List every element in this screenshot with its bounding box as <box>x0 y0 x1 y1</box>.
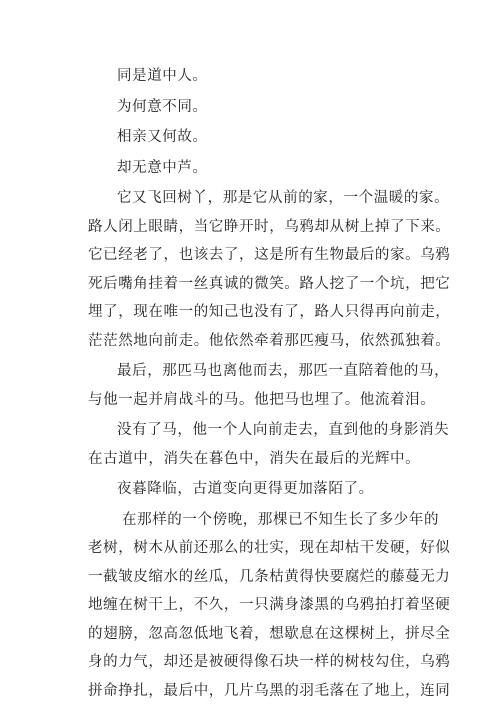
text-line: 死后嘴角挂着一丝真诚的微笑。路人挖了一个坑，把它 <box>88 275 451 292</box>
text-line: 路人闭上眼睛，当它睁开时，乌鸦却从树上掉了下来。 <box>88 218 451 235</box>
text-line: 夜暮降临，古道变向更得更加落陌了。 <box>117 481 374 497</box>
paragraph-7 <box>88 416 450 473</box>
text-line: 的翅膀，忽高忽低地飞着，想歇息在这棵树上，拼尽全 <box>88 625 451 642</box>
paragraph-6 <box>88 357 450 414</box>
text-line: 最后，那匹马也离他而去，那匹一直陪着他的马， <box>117 363 450 379</box>
text-line: 为何意不同。 <box>117 98 208 115</box>
text-line: 它已经老了，也该去了，这是所有生物最后的家。乌鸦 <box>88 247 451 263</box>
text-line: 地缠在树干上，不久，一只满身漆黑的乌鸦拍打着坚硬 <box>88 597 451 613</box>
text-line: 一截皱皮缩水的丝瓜，几条枯黄得快要腐烂的藤蔓无力 <box>88 568 451 585</box>
text-line: 老树，树木从前还那么的壮实，现在却枯干发硬，好似 <box>88 540 451 556</box>
document-body <box>88 62 451 705</box>
text-line: 相亲又何故。 <box>117 129 208 145</box>
paragraph-3 <box>88 123 420 152</box>
text-line: 拼命挣扎，最后中，几片乌黑的羽毛落在了地上，连同 <box>88 682 451 699</box>
text-line: 埋了，现在唯一的知己也没有了，路人只得再向前走， <box>88 304 451 320</box>
text-line: 在古道中，消失在暮色中，消失在最后的光辉中。 <box>88 450 421 467</box>
text-line: 它又飞回树丫，那是它从前的家，一个温暖的家。 <box>117 190 450 206</box>
paragraph-9 <box>88 506 451 706</box>
text-line: 同是道中人。 <box>117 68 208 84</box>
paragraph-1 <box>88 62 420 91</box>
paragraph-2 <box>88 93 420 122</box>
paragraph-4 <box>88 154 420 183</box>
text-line: 茫茫然地向前走。他依然牵着那匹瘦马，依然孤独着。 <box>88 332 451 349</box>
paragraph-5 <box>88 184 451 355</box>
text-line: 却无意中芦。 <box>117 159 208 176</box>
paragraph-8 <box>88 475 420 504</box>
text-line: 身的力气，却还是被硬得像石块一样的树枝勾住，乌鸦 <box>88 654 451 670</box>
text-line: 没有了马，他一个人向前走去，直到他的身影消失 <box>117 422 450 438</box>
text-line: 与他一起并肩战斗的马。他把马也埋了。他流着泪。 <box>88 391 436 408</box>
text-line: 在那样的一个傍晚，那棵已不知生长了多少年的 <box>122 511 440 528</box>
